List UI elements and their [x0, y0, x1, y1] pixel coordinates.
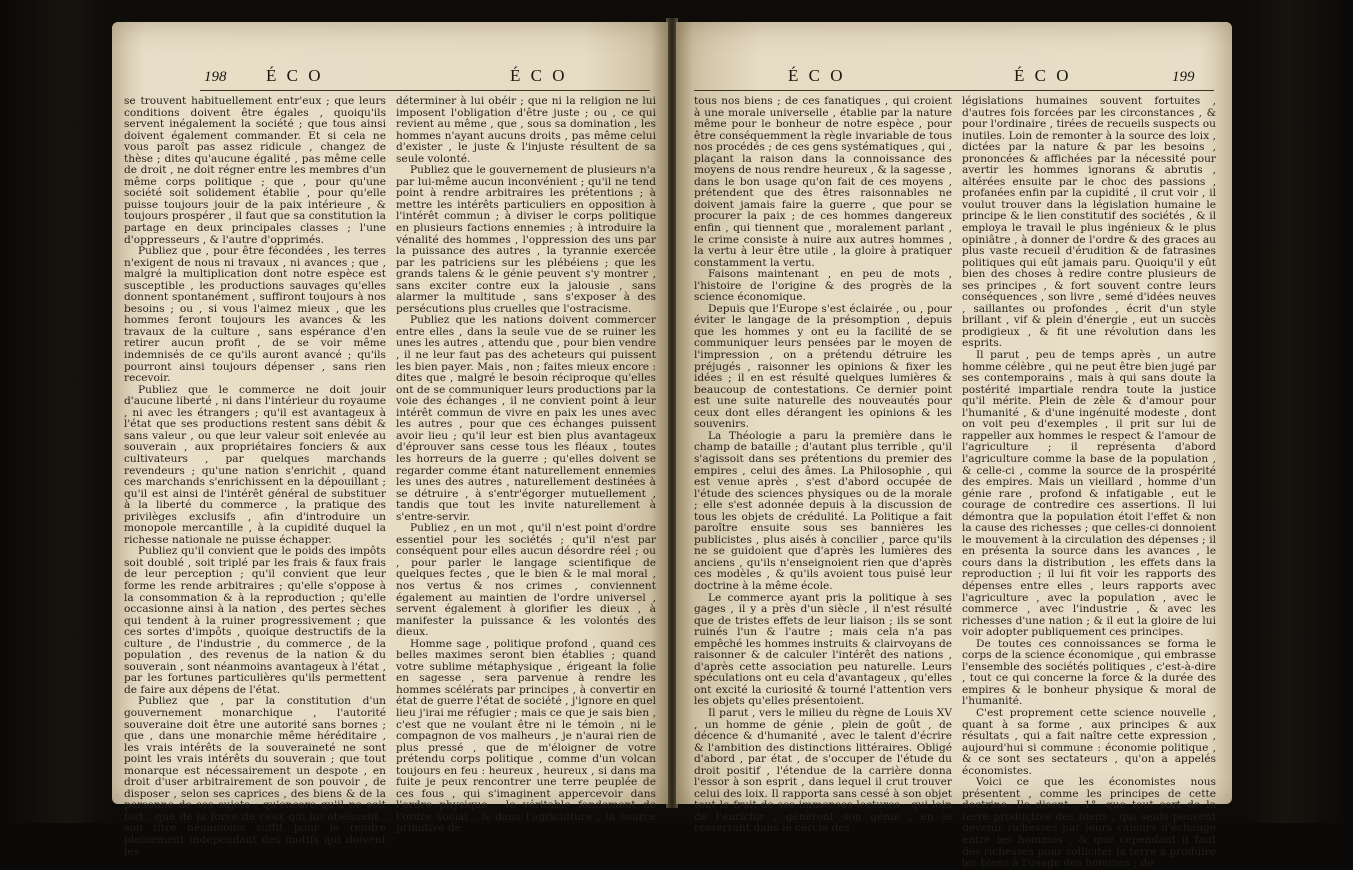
- paragraph: Publiez que , pour être fécondées , les terres n'exigent de nous ni travaux , ni avances ; que , malgré la multiplication dont notre espèce est susceptible , les productions sauvages qu'elles donnent spontanément , suffiront toujours à nos besoins ; ou , si vous l'aimez mieux , que les hommes feront toujours les avances & les travaux de la culture , sans espérance d'en retirer aucun profit , de se voir même indemnisés de ce qu'ils auront avancé ; qu'ils pourront ainsi toujours dépenser , sans rien recevoir.: [124, 245, 386, 385]
- right-page: [676, 22, 1232, 870]
- right-running-head-2: É C O: [1014, 66, 1072, 85]
- paragraph: Publiez , en un mot , qu'il n'est point d'ordre essentiel pour les sociétés ; qu'il n'est par conséquent pour elles aucun désordre réel ; ou , pour parler le langage scientifique de quelques fectes , que le bien & le mal moral , nos vertus & nos crimes , conviennent également au maintien de l'ordre universel , servent également à glorifier les dieux , à manifester la puissance & les volontés des dieux.: [396, 522, 656, 639]
- left-column-1: [124, 95, 386, 858]
- left-column-2: [396, 95, 656, 835]
- paragraph: Il parut , vers le milieu du règne de Louis XV , un homme de génie , plein de goût , de décence & d'humanité , avec le talent d'écrire & l'ambition des distinctions littéraires. Obligé d'abord , par état , de s'occuper de l'étude du droit positif , l'étendue de la carrière donna l'essor à son esprit , dans lequel il crut trouver celui des loix. Il rapporta sans cessé à son objet tout le fruit de ses immenses lectures , qui loin de l'enrichir , génèrent son génie , en le resserrant dans le cercle des: [694, 706, 952, 835]
- paragraph: Publiez que le commerce ne doit jouir d'aucune liberté , ni dans l'intérieur du royaume , ni avec les étrangers ; qu'il est avantageux à l'état que ses productions restent sans débit & sans valeur , ou que leur valeur soit enlevée au souverain , aux propriétaires fonciers & aux cultivateurs , par quelques marchands revendeurs ; qu'une nation s'enrichit , quand ces marchands s'enrichissent en la dépouillant ; qu'il est ainsi de l'intérêt général de substituer à la liberté du commerce , la pratique des privilèges exclusifs , afin d'introduire un monopole mercantille , à la cupidité duquel la richesse nationale ne puisse échapper.: [124, 383, 386, 546]
- paragraph: législations humaines souvent fortuites , d'autres fois forcées par les circonstances , & pour l'ordinaire , tirées de recueils suspects ou inutiles. Loin de remonter à la source des loix , dictées par la nature & par les besoins , prononcées & affichées par la nécessité pour avertir les hommes ignorans & abrutis , altérées ensuite par le choc des passions , profanées enfin par la cupidité , il crut voir , il voulut trouver dans la législation humaine le principe & le lien constitutif des sociétés , & il employa le travail le plus ingénieux & le plus opiniâtre , à donner de l'ordre & des graces au plus vaste recueil d'érudition & de fatrasines politiques qui eût jamais paru. Quoiqu'il y eût bien des choses à redire contre plusieurs de ses principes , & fort souvent contre leurs conséquences , son livre , semé d'idées neuves , saillantes ou profondes , écrit d'un style brillant , vif & plein d'énergie , eut un succès prodigieux , & fit une révolution dans les esprits.: [962, 95, 1216, 350]
- left-running-head-1: É C O: [266, 66, 324, 85]
- paragraph: Depuis que l'Europe s'est éclairée , ou , pour éviter le langage de la présomption , depuis que les hommes y ont eu la facilité de se communiquer leurs pensées par le moyen de l'impression , on a prétendu détruire les préjugés , raisonner les opinions & fixer les idées ; il en est résulté quelques lumières & beaucoup de contestations. Ce dernier point est une suite naturelle des nouveautés pour ceux dont elles dérangent les opinions & les souvenirs.: [694, 302, 952, 431]
- paragraph: De toutes ces connoissances se forma le corps de la science économique , qui embrasse l'ensemble des sociétés politiques , c'est-à-dire , tout ce qui concerne la force & la durée des empires & le bonheur physique & moral de l'humanité.: [962, 637, 1216, 708]
- right-column-2: [962, 95, 1216, 870]
- paragraph: Faisons maintenant , en peu de mots , l'histoire de l'origine & des progrès de la science économique.: [694, 268, 952, 304]
- paragraph: Il parut , peu de temps après , un autre homme célèbre , qui ne peut être bien jugé par ses contemporains , mais à qui sans doute la postérité impartiale rendra toute la justice qu'il mérite. Plein de zèle & d'amour pour l'humanité , & d'une ingénuité modeste , dont on voit peu d'exemples , il prit sur lui de rappeller aux hommes le respect & l'amour de l'agriculture ; il représenta d'abord l'agriculture comme la base de la population , & celle-ci , comme la source de la prospérité des empires. Mais un vieillard , homme d'un génie rare , profond & infatigable , eut le courage de contredire ces assertions. Il lui démontra que la population étoit l'effet & non la cause des richesses ; que celles-ci donnoient le mouvement à la circulation des dépenses ; il en présenta la source dans les avances , le cours dans la distribution , les effets dans la reproduction ; il lui fit voir les rapports des dépenses entre elles , leurs rapports avec l'agriculture , avec la population , avec le commerce , avec l'industrie , & avec les richesses d'une nation ; & il eut la gloire de lui voir adopter publiquement ces principes.: [962, 349, 1216, 639]
- paragraph: se trouvent habituellement entr'eux ; que leurs conditions doivent être égales , quoiqu'ils servent inégalement la société ; que tous ainsi doivent également commander. Et si cela ne vous paroît pas assez ridicule , changez de thèse ; dites qu'aucune égalité , pas même celle de droit , ne doit régner entre les membres d'un même corps politique ; que , pour qu'une société soit solidement établie , pour qu'elle puisse toujours jouir de la paix intérieure , & toujours prospérer , il faut que sa constitution la partage en deux principales classes ; l'une d'oppresseurs , & l'autre d'opprimés.: [124, 95, 386, 246]
- paragraph: tous nos biens ; de ces fanatiques , qui croient à une morale universelle , établie par la nature même pour le bonheur de notre espèce , pour être conséquemment la règle invariable de tous nos procédés ; de ces gens systématiques , qui , plaçant la raison dans la connoissance des moyens de nous rendre heureux , & la sagesse , dans le bon usage qu'on fait de ces moyens , prétendent que des êtres raisonnables ne doivent jamais faire la guerre , que pour se procurer la paix ; de ces hommes dangereux enfin , qui tiennent que , moralement parlant , le crime consiste à nuire aux autres hommes , la vertu à leur être utile , la gloire à pratiquer constamment la vertu.: [694, 95, 952, 269]
- paragraph: La Théologie a paru la première dans le champ de bataille ; d'autant plus terrible , qu'il s'agissoit dans ses prétentions du premier des empires , celui des âmes. La Philosophie , qui est venue après , s'est d'abord occupée de l'étude des sciences physiques ou de la morale ; elle s'est adonnée depuis à la discussion de tous les objets de crédulité. La Politique a fait paroître ensuite sous ses bannières les publicistes , plus aisés à concilier , parce qu'ils ne se guidoient que d'après les lumières des anciens , qu'ils n'enseignoient rien que d'après ces modèles , & qu'ils avoient tous puisé leur doctrine à la même école.: [694, 429, 952, 592]
- left-head-rule: [200, 90, 650, 91]
- right-running-head-1: É C O: [788, 66, 846, 85]
- paragraph: Publiez qu'il convient que le poids des impôts soit doublé , soit triplé par les frais & faux frais de leur perception ; qu'il convient que leur forme les rende arbitraires ; qu'elle s'oppose à la consommation & à la reproduction ; qu'elle occasionne ainsi à la nation , des pertes sèches qui tendent à la ruiner progressivement ; que ces sortes d'impôts , quoique destructifs de la culture , de l'industrie , du commerce , de la population , des revenus de la nation & du souverain , sont néanmoins avantageux à l'état , par les fortunes particulières qu'ils permettent de faire aux dépens de l'état.: [124, 545, 386, 696]
- paragraph: Publiez que , par la constitution d'un gouvernement monarchique , l'autorité souveraine doit être une autorité sans bornes ; que , dans une monarchie même héréditaire , les vrais intérêts de la souveraineté ne sont point les vrais intérêts du souverain ; que tout monarque est nécessairement un despote , en droit d'user arbitrairement de son pouvoir , de disposer , selon ses caprices , des biens & de la personne de ses sujets ; qu'encore qu'il ne soit fort , que de la force de ceux qui lui obéissent , son titre néanmoins suffit pour le rendre pleinement indépendant des motifs qui doivent les: [124, 695, 386, 858]
- paragraph: Homme sage , politique profond , quand ces belles maximes seront bien établies ; quand votre sublime métaphysique , érigeant la folie en sagesse , sera parvenue à rendre les hommes scélérats par principes , à convertir en état de guerre l'état de société , j'ignore en quel lieu j'irai me réfugier ; mais ce que je sais bien , c'est que ne voulant être ni le témoin , ni le compagnon de vos malheurs , je n'aurai rien de plus pressé , que de m'éloigner de votre prétendu corps politique , comme d'un volcan toujours en feu : heureux , heureux , si dans ma fuite je peux rencontrer une terre peuplée de ces fous , qui s'imaginent appercevoir dans l'ordre physique , le véritable fondement de l'ordre social , & dans l'agriculture , la source primitive de: [396, 637, 656, 835]
- paragraph: C'est proprement cette science nouvelle , quant à sa forme , aux principes & aux résultats , qui a fait naître cette expression , aujourd'hui si commune : économie politique , & ce sont ses sectateurs , qu'on a appelés économistes.: [962, 706, 1216, 777]
- paragraph: Publiez que le gouvernement de plusieurs n'a par lui-même aucun inconvénient ; qu'il ne tend point à rendre arbitraires les prétentions ; à mettre les intérêts particuliers en opposition à l'intérêt commun ; à diviser le corps politique en plusieurs factions ennemies ; à introduire la vénalité des hommes , l'oppression des uns par la puissance des autres , la tyrannie exercée par les patriciens sur les plébéiens ; que les grands talens & le génie peuvent s'y montrer , sans exciter contre eux la jalousie , sans alarmer la multitude , sans s'exposer à des persécutions plus cruelles que l'ostracisme.: [396, 164, 656, 315]
- paragraph: déterminer à lui obéir ; que ni la religion ne lui imposent l'obligation d'être juste ; ou , ce qui revient au même , que , sous sa domination , les hommes n'ayant aucuns droits , pas même celui d'exister , le juste & l'injuste résultent de sa seule volonté.: [396, 95, 656, 165]
- paragraph: Publiez que les nations doivent commercer entre elles , dans la seule vue de se ruiner les unes les autres , attendu que , pour bien vendre , il ne leur faut pas des acheteurs qui puissent les bien payer. Mais , non ; faites mieux encore : dites que , malgré le besoin réciproque qu'elles ont de se communiquer leurs productions par la voie des échanges , il ne convient point à leur intérêt commun de vivre en paix les unes avec les autres , pour que ces échanges puissent avoir lieu ; qu'il leur est bien plus avantageux d'éprouver sans cesse tous les fléaux , toutes les horreurs de la guerre ; qu'elles doivent se regarder comme étant naturellement ennemies les unes des autres , naturellement destinées à se détruire , à s'entr'égorger mutuellement , tandis que tout les invite naturellement à s'entre-servir.: [396, 314, 656, 523]
- paragraph: Le commerce ayant pris la politique à ses gages , il y a près d'un siècle , il n'est résulté que de tristes effets de leur liaison ; ils se sont ruinés l'un & l'autre ; mais cela n'a pas empêché les hommes instruits & clairvoyans de raisonner & de calculer l'intérêt des nations , d'après cette association peu naturelle. Leurs spéculations ont eu cela d'avantageux , qu'elles ont excité la curiosité & tourné l'attention vers les objets qu'elles présentoient.: [694, 591, 952, 708]
- paragraph: Voici ce que les économistes nous présentent , comme les principes de cette doctrine. Ils disent , 1°. que tout sort de la terre productive des biens , qui seuls peuvent devenir richesses par leurs valeurs d'échange entre les hommes , & que cependant il faut des richesses pour solliciter la terre à produire les biens à l'usage des hommes ; de: [962, 776, 1216, 870]
- right-page-number: 199: [1172, 69, 1195, 85]
- right-head-rule: [694, 90, 1214, 91]
- left-page: [112, 22, 668, 858]
- right-column-1: [694, 95, 952, 835]
- left-running-head-2: É C O: [510, 66, 568, 85]
- left-page-number: 198: [204, 69, 227, 85]
